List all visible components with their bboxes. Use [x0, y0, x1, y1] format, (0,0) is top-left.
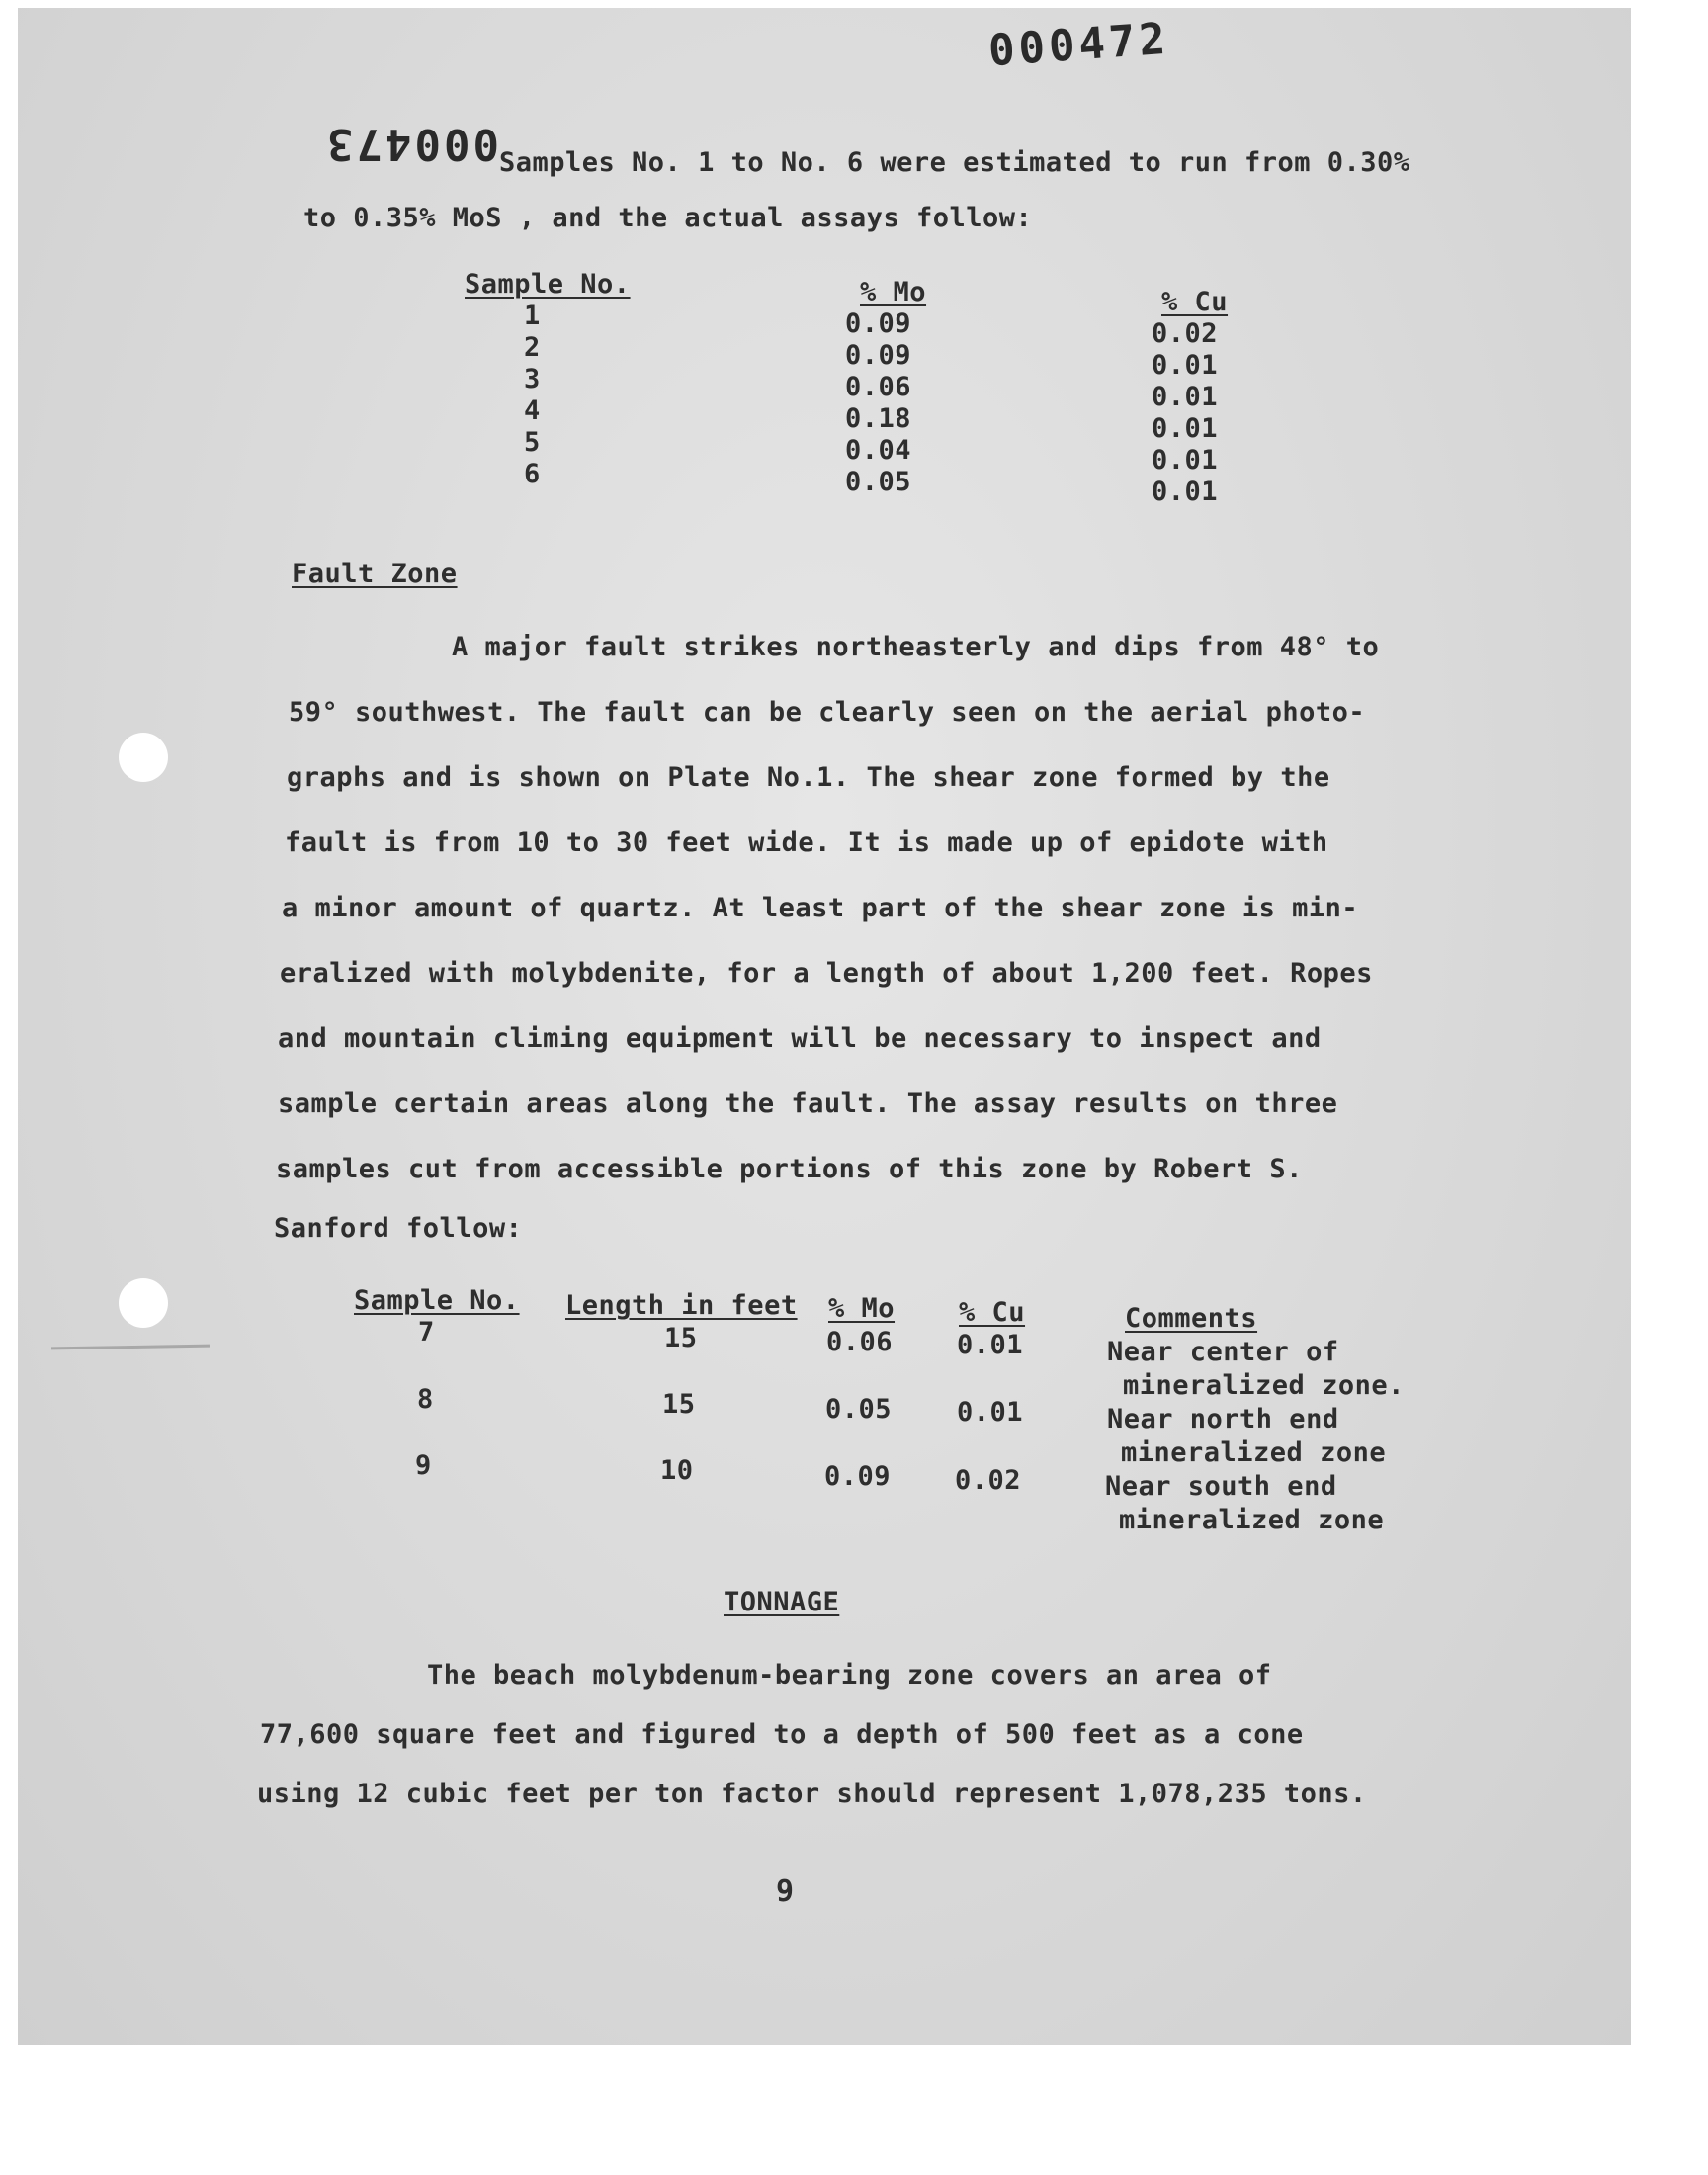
table-cell: 10	[660, 1455, 694, 1486]
table-cell: 0.09	[845, 340, 912, 371]
table2-header-mo: % Mo	[828, 1293, 896, 1324]
paragraph-line: Sanford follow:	[274, 1213, 523, 1244]
paragraph-line: using 12 cubic feet per ton factor should represent 1,078,235 tons.	[257, 1779, 1367, 1809]
table-cell: 3	[524, 364, 541, 394]
paragraph-line: 59° southwest. The fault can be clearly seen on the aerial photo-	[289, 697, 1366, 728]
table-cell: 0.01	[1152, 350, 1219, 381]
table-cell: 0.18	[845, 403, 912, 434]
document-stamp-number-inverted: 000473	[324, 119, 499, 169]
paragraph-line: 77,600 square feet and figured to a depth of 500 feet as a cone	[260, 1719, 1304, 1750]
table2-header-cu: % Cu	[959, 1297, 1026, 1328]
table-cell: 4	[524, 395, 541, 426]
table-cell: 0.06	[845, 372, 912, 402]
table-cell: 0.09	[845, 308, 912, 339]
table-cell: Near south end	[1105, 1471, 1337, 1502]
table2-header-length: Length in feet	[565, 1290, 798, 1321]
section-heading-fault-zone: Fault Zone	[292, 559, 458, 589]
paragraph-line: a minor amount of quartz. At least part of the shear zone is min-	[282, 893, 1359, 923]
table1-sample-column	[465, 269, 631, 301]
table-cell: 0.05	[825, 1394, 893, 1425]
table-cell: mineralized zone.	[1123, 1370, 1405, 1401]
table-cell: mineralized zone	[1119, 1505, 1385, 1535]
table-cell: 8	[417, 1384, 434, 1415]
table2-header-comments: Comments	[1125, 1303, 1258, 1334]
intro-line-1: Samples No. 1 to No. 6 were estimated to run from 0.30%	[499, 147, 1410, 178]
table-cell: 0.01	[1152, 382, 1219, 412]
table1-header-cu: % Cu	[1161, 287, 1229, 317]
table1-sample-values	[524, 301, 541, 490]
page-number: 9	[776, 1874, 795, 1909]
table-cell: 0.01	[1152, 413, 1219, 444]
table-cell: 7	[418, 1317, 435, 1348]
punch-hole	[119, 1278, 168, 1328]
paragraph-line: fault is from 10 to 30 feet wide. It is made up of epidote with	[285, 827, 1328, 858]
table-cell: 0.01	[957, 1397, 1024, 1428]
table-cell: 0.05	[845, 467, 912, 497]
table2-header-sample: Sample No.	[354, 1285, 520, 1316]
table-cell: 0.02	[1152, 318, 1219, 349]
scratch-mark	[51, 1345, 210, 1350]
table-cell: 5	[524, 427, 541, 458]
table-cell: 0.01	[1152, 477, 1219, 507]
table-cell: 1	[524, 301, 541, 331]
table-cell: 15	[662, 1389, 696, 1420]
table-cell: 0.01	[957, 1330, 1024, 1360]
table-cell: Near north end	[1107, 1404, 1339, 1435]
table-cell: 6	[524, 459, 541, 489]
paragraph-line: A major fault strikes northeasterly and dips from 48° to	[452, 632, 1380, 662]
paragraph-line: sample certain areas along the fault. The assay results on three	[278, 1088, 1338, 1119]
intro-line-2: to 0.35% MoS , and the actual assays follow:	[303, 203, 1033, 233]
table-cell: 2	[524, 332, 541, 363]
document-stamp-number: 000472	[986, 13, 1171, 77]
paragraph-line: samples cut from accessible portions of this zone by Robert S.	[276, 1154, 1303, 1184]
table-cell: 0.02	[955, 1465, 1022, 1496]
table1-mo-column	[845, 277, 926, 498]
section-heading-tonnage: TONNAGE	[724, 1587, 840, 1617]
table-cell: 9	[415, 1450, 432, 1481]
paragraph-line: and mountain climing equipment will be necessary to inspect and	[278, 1023, 1322, 1054]
table-cell: 0.01	[1152, 445, 1219, 476]
punch-hole	[119, 733, 168, 782]
table1-header-sample: Sample No.	[465, 269, 631, 300]
table-cell: 0.04	[845, 435, 912, 466]
table-cell: 0.06	[826, 1327, 894, 1357]
table-cell: 0.09	[824, 1461, 892, 1492]
table-cell: 15	[664, 1323, 698, 1353]
paragraph-line: graphs and is shown on Plate No.1. The shear zone formed by the	[287, 762, 1330, 793]
table1-cu-column	[1152, 287, 1228, 508]
table-cell: Near center of	[1107, 1337, 1339, 1367]
table1-header-mo: % Mo	[860, 277, 927, 307]
paragraph-line: The beach molybdenum-bearing zone covers an area of	[427, 1660, 1272, 1691]
table-cell: mineralized zone	[1121, 1437, 1387, 1468]
paragraph-line: eralized with molybdenite, for a length of about 1,200 feet. Ropes	[280, 958, 1373, 989]
